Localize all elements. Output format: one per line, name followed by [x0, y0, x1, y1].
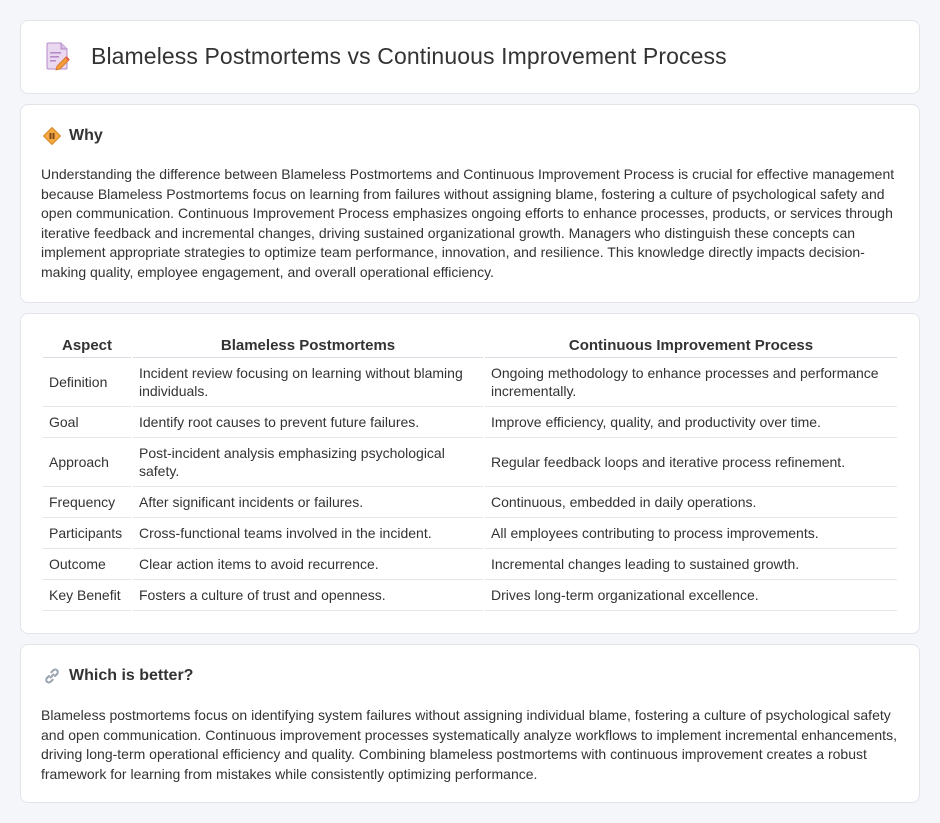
blameless-cell: Fosters a culture of trust and openness. [133, 580, 483, 611]
continuous-cell: Continuous, embedded in daily operations. [485, 487, 897, 518]
link-icon [43, 667, 61, 685]
table-row [43, 549, 897, 580]
why-text: Understanding the difference between Blameless Postmortems and Continuous Improvement Process is crucial for effective management because Blameless Postmortems focus on learning from failures without assigning blame, fostering a culture of psychological safety and open communication. Continuous Improvement Process emphasizes ongoing efforts to enhance processes, products, or services through iterative feedback and incremental changes, driving sustained organizational growth. Managers who distinguish these concepts can implement appropriate strategies to optimize team performance, innovation, and resilience. This knowledge directly impacts decision-making quality, employee engagement, and overall operational efficiency. [41, 166, 895, 280]
title-row [45, 41, 727, 71]
comparison-table [41, 334, 899, 611]
table-row [43, 518, 897, 549]
blameless-cell: After significant incidents or failures. [133, 487, 483, 518]
table-row [43, 358, 897, 407]
aspect-cell: Outcome [43, 549, 131, 580]
blameless-cell: Clear action items to avoid recurrence. [133, 549, 483, 580]
continuous-cell: Drives long-term organizational excellence. [485, 580, 897, 611]
why-section [20, 104, 920, 303]
aspect-cell: Goal [43, 407, 131, 438]
document-pencil-icon [45, 41, 71, 71]
continuous-cell: Ongoing methodology to enhance processes and performance incrementally. [485, 358, 897, 407]
better-heading: Which is better? [69, 667, 194, 684]
header-card [20, 20, 920, 94]
why-heading: Why [69, 127, 103, 144]
why-heading-row [43, 127, 103, 145]
continuous-cell: Improve efficiency, quality, and productivity over time. [485, 407, 897, 438]
aspect-cell: Definition [43, 358, 131, 407]
continuous-cell: Incremental changes leading to sustained growth. [485, 549, 897, 580]
column-header-aspect: Aspect [43, 334, 131, 358]
blameless-cell: Identify root causes to prevent future failures. [133, 407, 483, 438]
aspect-cell: Approach [43, 438, 131, 487]
continuous-cell: Regular feedback loops and iterative process refinement. [485, 438, 897, 487]
page-title: Blameless Postmortems vs Continuous Improvement Process [91, 42, 727, 69]
blameless-cell: Post-incident analysis emphasizing psychological safety. [133, 438, 483, 487]
column-header-continuous-improvement: Continuous Improvement Process [485, 334, 897, 358]
aspect-cell: Key Benefit [43, 580, 131, 611]
better-heading-row [43, 667, 193, 685]
column-header-blameless-postmortems: Blameless Postmortems [133, 334, 483, 358]
diamond-sign-icon [43, 127, 61, 145]
table-row [43, 407, 897, 438]
table-row [43, 438, 897, 487]
blameless-cell: Cross-functional teams involved in the incident. [133, 518, 483, 549]
comparison-table-card [20, 313, 920, 634]
aspect-cell: Participants [43, 518, 131, 549]
table-header-row [43, 334, 897, 358]
which-is-better-section [20, 644, 920, 803]
continuous-cell: All employees contributing to process improvements. [485, 518, 897, 549]
table-row [43, 580, 897, 611]
better-text: Blameless postmortems focus on identifying system failures without assigning individual blame, fostering a culture of psychological safety and open communication. Continuous improvement processes systematically analyze workflows to implement incremental enhancements, driving long-term operational efficiency and quality. Combining blameless postmortems with continuous improvement creates a robust framework for learning from mistakes while consistently optimizing performance. [41, 707, 897, 782]
table-row [43, 487, 897, 518]
aspect-cell: Frequency [43, 487, 131, 518]
blameless-cell: Incident review focusing on learning without blaming individuals. [133, 358, 483, 407]
